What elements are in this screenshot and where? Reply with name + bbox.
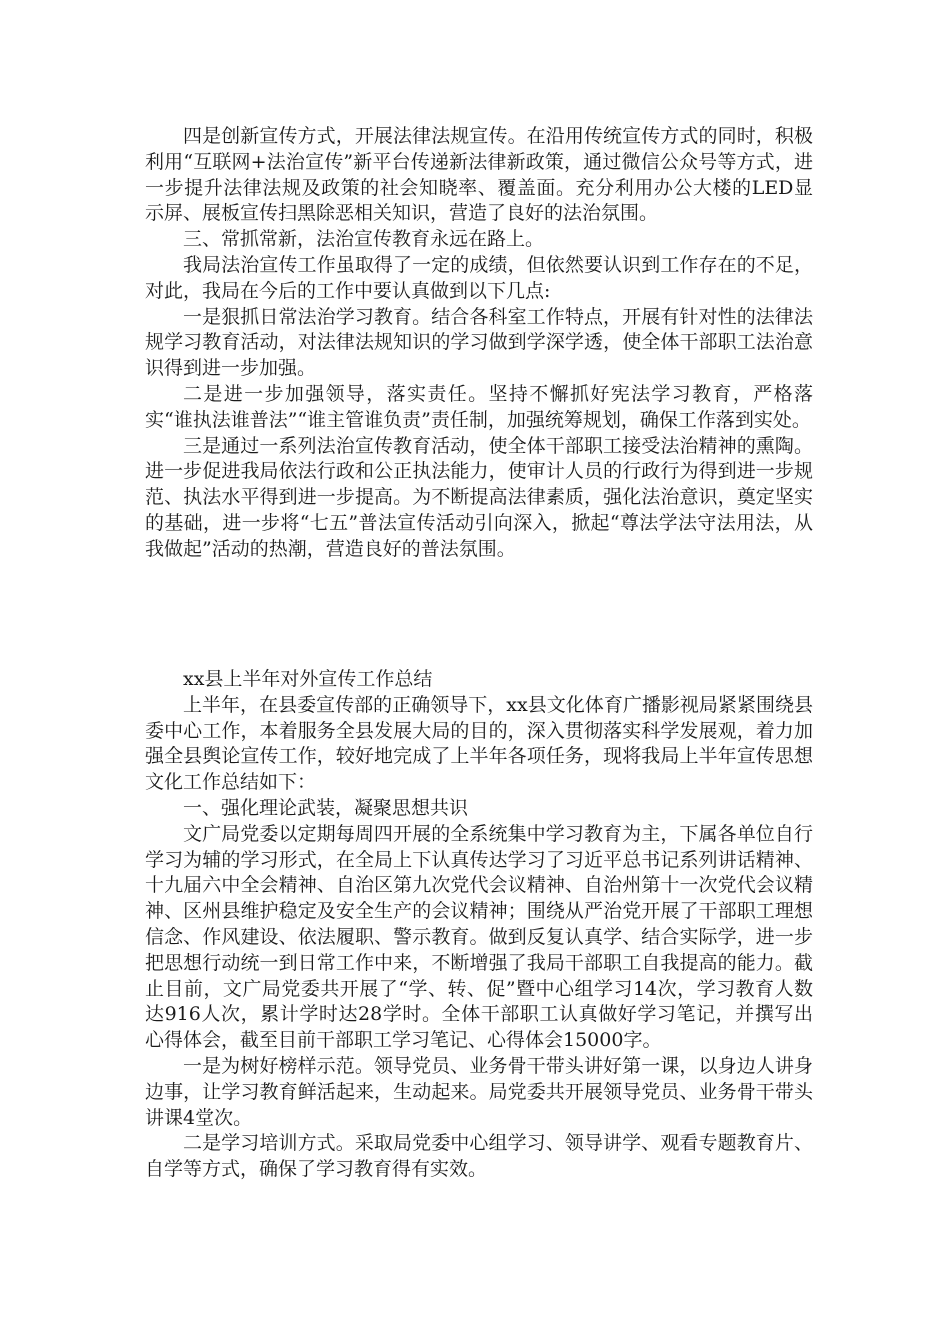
section-heading: 三、常抓常新，法治宣传教育永远在路上。 <box>183 228 545 251</box>
paragraph: 三是通过一系列法治宣传教育活动，使全体干部职工接受法治精神的熏陶。进一步促进我局依法行政和公正执法能力，使审计人员的行政行为得到进一步规范、执法水平得到进一步提高。为不断提高法律素质，强化法治意识，奠定坚实的基础，进一步将“七五”普法宣传活动引向深入，掀起“尊法学法守法用法，从我做起”活动的热潮，营造良好的普法氛围。 <box>145 434 813 560</box>
paragraph: 我局法治宣传工作虽取得了一定的成绩，但依然要认识到工作存在的不足，对此，我局在今后的工作中要认真做到以下几点: <box>145 253 813 302</box>
section-two-body <box>145 667 813 1183</box>
section-heading: 一、强化理论武装，凝聚思想共识 <box>183 796 469 819</box>
section-one-body <box>145 124 813 563</box>
paragraph: 上半年，在县委宣传部的正确领导下，xx县文化体育广播影视局紧紧围绕县委中心工作，本着服务全县发展大局的目的，深入贯彻落实科学发展观，着力加强全县舆论宣传工作，较好地完成了上半年各项任务，现将我局上半年宣传思想文化工作总结如下： <box>145 693 813 794</box>
paragraph: 二是进一步加强领导，落实责任。坚持不懈抓好宪法学习教育，严格落实“谁执法谁普法”“谁主管谁负责”责任制，加强统筹规划，确保工作落到实处。 <box>145 382 813 431</box>
paragraph: 二是学习培训方式。采取局党委中心组学习、领导讲学、观看专题教育片、自学等方式，确保了学习教育得有实效。 <box>145 1132 813 1181</box>
paragraph: 四是创新宣传方式，开展法律法规宣传。在沿用传统宣传方式的同时，积极利用“互联网+法治宣传”新平台传递新法律新政策，通过微信公众号等方式，进一步提升法律法规及政策的社会知晓率、覆盖面。充分利用办公大楼的LED显示屏、展板宣传扫黑除恶相关知识，营造了良好的法治氛围。 <box>145 125 813 225</box>
paragraph: 一是为树好榜样示范。领导党员、业务骨干带头讲好第一课，以身边人讲身边事，让学习教育鲜活起来，生动起来。局党委共开展领导党员、业务骨干带头讲课4堂次。 <box>145 1054 813 1129</box>
paragraph: 文广局党委以定期每周四开展的全系统集中学习教育为主，下属各单位自行学习为辅的学习形式，在全局上下认真传达学习了习近平总书记系列讲话精神、十九届六中全会精神、自治区第九次党代会议精神、自治州第十一次党代会议精神、区州县维护稳定及安全生产的会议精神；围绕从严治党开展了干部职工理想信念、作风建设、依法履职、警示教育。做到反复认真学、结合实际学，进一步把思想行动统一到日常工作中来，不断增强了我局干部职工自我提高的能力。截止目前，文广局党委共开展了“学、转、促”暨中心组学习14次，学习教育人数达916人次，累计学时达28学时。全体干部职工认真做好学习笔记，并撰写出心得体会，截至目前干部职工学习笔记、心得体会15000字。 <box>145 822 813 1052</box>
paragraph: 一是狠抓日常法治学习教育。结合各科室工作特点，开展有针对性的法律法规学习教育活动，对法律法规知识的学习做到学深学透，使全体干部职工法治意识得到进一步加强。 <box>145 305 813 380</box>
document-title: xx县上半年对外宣传工作总结 <box>183 668 433 690</box>
